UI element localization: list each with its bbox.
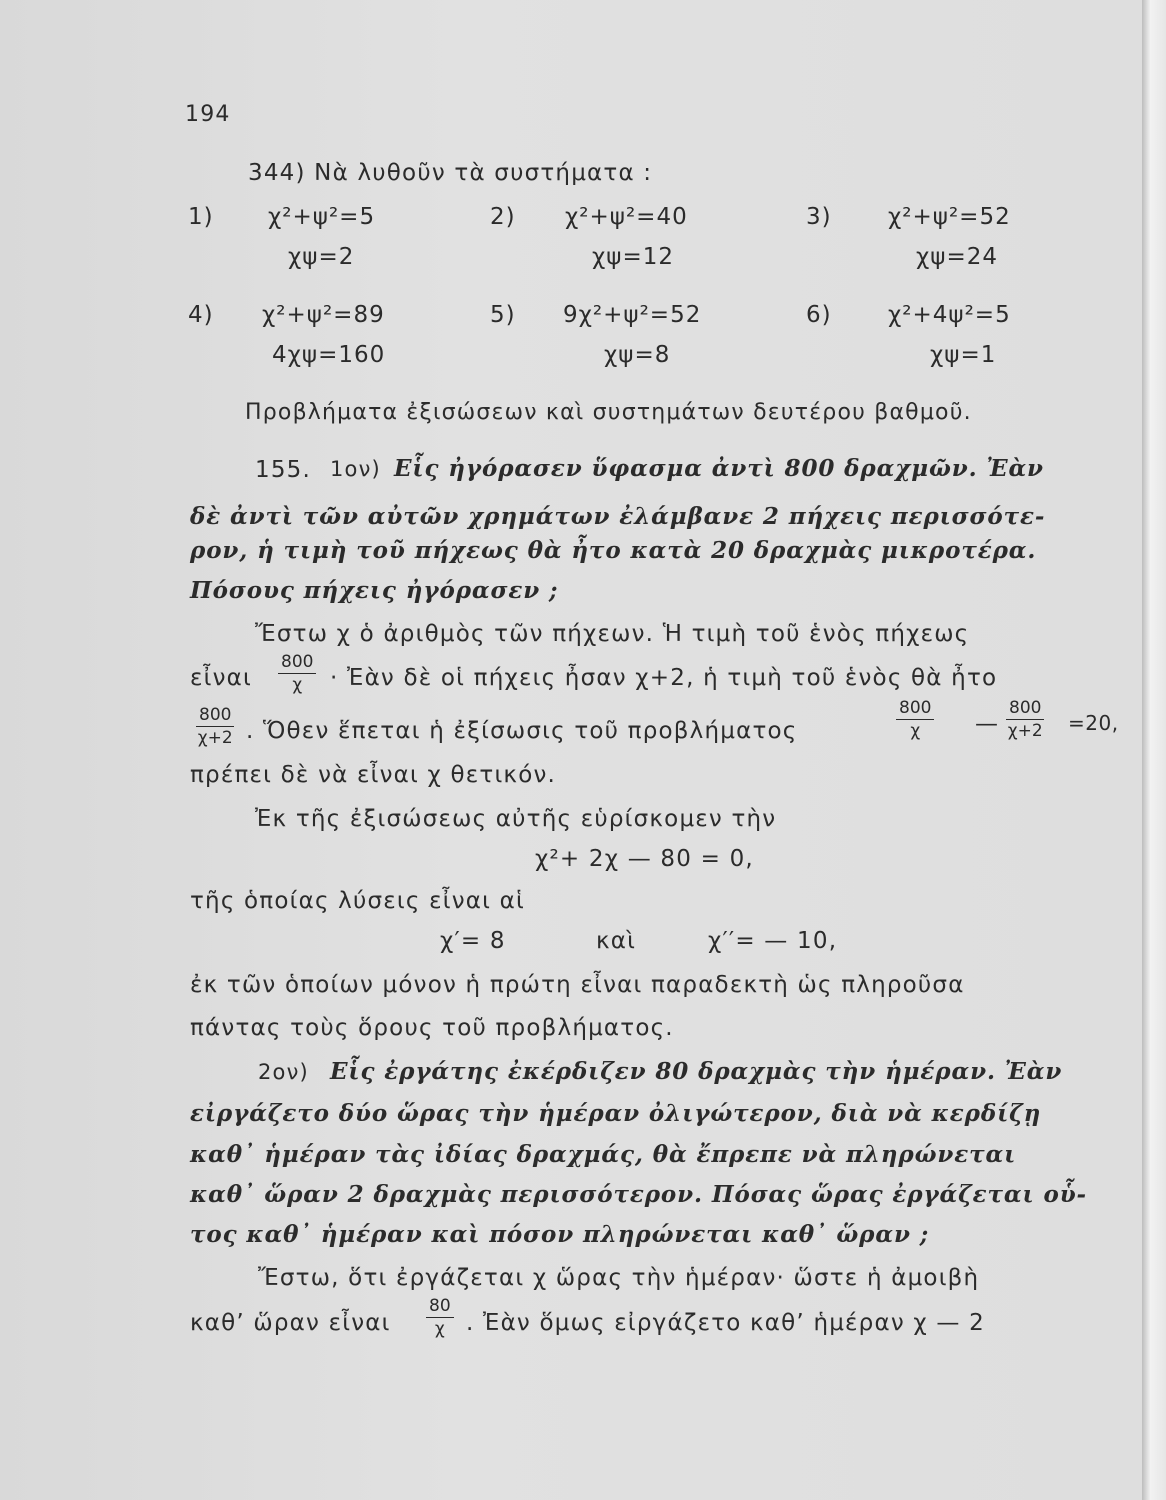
solution-text: πρέπει δὲ νὰ εἶναι χ θετικόν. (190, 762, 557, 788)
system-eq2: χψ=1 (930, 342, 997, 368)
problem-text: καθ᾽ ἡμέραν τὰς ἰδίας δραχμάς, θὰ ἔπρεπε νὰ πληρώνεται (190, 1141, 1017, 1168)
minus-sign: — (975, 711, 1000, 737)
fraction-800-over-x (278, 652, 316, 695)
root-1: χ′= 8 (440, 928, 506, 954)
solution-text: τῆς ὁποίας λύσεις εἶναι αἱ (190, 888, 525, 914)
exercise-header: 344) Νὰ λυθοῦν τὰ συστήματα : (248, 160, 653, 186)
solution-text: Ἔστω, ὅτι ἐργάζεται χ ὥρας τὴν ἡμέραν· ὥστε ἡ ἀμοιβὴ (258, 1265, 980, 1291)
solution-text: ἐκ τῶν ὁποίων μόνον ἡ πρώτη εἶναι παραδεκτὴ ὡς πληροῦσα (190, 972, 965, 998)
solution-text: πάντας τοὺς ὅρους τοῦ προβλήματος. (190, 1015, 674, 1041)
system-label: 5) (490, 302, 516, 328)
system-eq1: χ²+ψ²=52 (888, 204, 1011, 230)
problem-text: τος καθ᾽ ἡμέραν καὶ πόσον πληρώνεται καθ᾽ ὥραν ; (190, 1221, 930, 1248)
fraction-numerator: 800 (196, 705, 234, 727)
system-label: 1) (188, 204, 214, 230)
system-eq1: χ²+4ψ²=5 (888, 302, 1011, 328)
fraction-numerator: 800 (1006, 698, 1044, 720)
fraction-numerator: 800 (278, 652, 316, 674)
fraction-80-over-x (426, 1296, 454, 1339)
problem-text: Εἷς ἐργάτης ἐκέρδιζεν 80 δραχμὰς τὴν ἡμέραν. Ἐὰν (330, 1058, 1063, 1085)
fraction-denominator: χ (910, 721, 921, 741)
solution-text: . Ὅθεν ἕπεται ἡ ἐξίσωσις τοῦ προβλήματος (246, 718, 798, 744)
fraction-denominator: χ+2 (197, 728, 233, 748)
solution-text: καθ’ ὥραν εἶναι (190, 1310, 391, 1336)
system-label: 4) (188, 302, 214, 328)
solution-text: εἶναι (190, 665, 253, 691)
problem-text: εἰργάζετο δύο ὥρας τὴν ἡμέραν ὀλιγώτερον, διὰ νὰ κερδίζῃ (190, 1100, 1042, 1127)
problem-text: Εἷς ἠγόρασεν ὕφασμα ἀντὶ 800 δραχμῶν. Ἐὰν (394, 455, 1044, 482)
page-edge (1142, 0, 1166, 1500)
problem-text: ρον, ἡ τιμὴ τοῦ πήχεως θὰ ἦτο κατὰ 20 δραχμὰς μικροτέρα. (190, 537, 1037, 564)
root-2: χ′′= — 10, (708, 928, 838, 954)
fraction-800-over-x (896, 698, 934, 741)
system-eq1: 9χ²+ψ²=52 (563, 302, 702, 328)
solution-text: Ἐκ τῆς ἐξισώσεως αὐτῆς εὑρίσκομεν τὴν (255, 806, 777, 832)
system-eq1: χ²+ψ²=89 (262, 302, 385, 328)
problem-text: καθ᾽ ὥραν 2 δραχμὰς περισσότερον. Πόσας ὥρας ἐργάζεται οὗ- (190, 1181, 1088, 1208)
problem-text: δὲ ἀντὶ τῶν αὐτῶν χρημάτων ἐλάμβανε 2 πήχεις περισσότε- (190, 503, 1046, 530)
fraction-800-over-x-plus-2 (196, 705, 234, 748)
system-eq2: χψ=8 (604, 342, 671, 368)
system-eq2: 4χψ=160 (272, 342, 386, 368)
equals-20: =20, (1068, 711, 1119, 735)
system-label: 2) (490, 204, 516, 230)
solution-text: Ἔστω χ ὁ ἀριθμὸς τῶν πήχεων. Ἡ τιμὴ τοῦ ἑνὸς πήχεως (255, 621, 970, 647)
problem-text: Πόσους πήχεις ἠγόρασεν ; (190, 577, 559, 604)
system-label: 3) (806, 204, 832, 230)
problem-part: 2ον) (258, 1060, 309, 1084)
and-word: καὶ (596, 928, 637, 954)
page-number: 194 (185, 102, 231, 127)
system-label: 6) (806, 302, 832, 328)
solution-text: · Ἐὰν δὲ οἱ πήχεις ἦσαν χ+2, ἡ τιμὴ τοῦ ἑνὸς θὰ ἦτο (330, 665, 998, 691)
problem-part: 1ον) (330, 457, 381, 481)
fraction-numerator: 800 (896, 698, 934, 720)
system-eq1: χ²+ψ²=5 (268, 204, 376, 230)
problem-number: 155. (255, 457, 312, 483)
solution-text: . Ἐὰν ὅμως εἰργάζετο καθ’ ἡμέραν χ — 2 (466, 1310, 985, 1336)
fraction-numerator: 80 (426, 1296, 454, 1318)
fraction-denominator: χ+2 (1007, 721, 1043, 741)
system-eq1: χ²+ψ²=40 (565, 204, 688, 230)
system-eq2: χψ=2 (288, 244, 355, 270)
system-eq2: χψ=24 (916, 244, 998, 270)
quadratic-equation: χ²+ 2χ — 80 = 0, (535, 846, 754, 872)
fraction-denominator: χ (292, 675, 303, 695)
system-eq2: χψ=12 (592, 244, 674, 270)
fraction-denominator: χ (434, 1319, 445, 1339)
fraction-800-over-x-plus-2 (1006, 698, 1044, 741)
section-title: Προβλήματα ἐξισώσεων καὶ συστημάτων δευτέρου βαθμοῦ. (245, 400, 972, 425)
